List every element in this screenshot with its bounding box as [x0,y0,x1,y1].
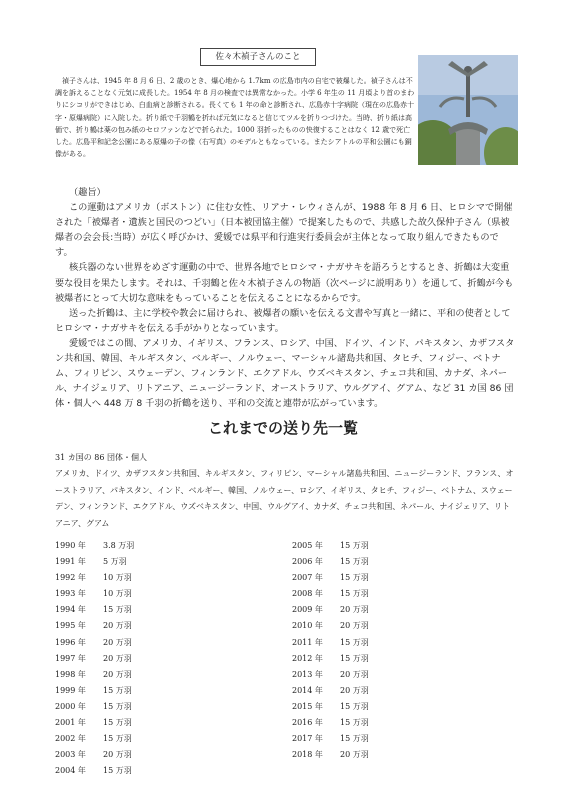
purpose-section [55,185,515,411]
year-row [55,538,134,554]
year-row [292,618,369,634]
crane-count: 15 万羽 [340,653,369,663]
crane-count: 15 万羽 [340,589,369,599]
year-row [55,602,134,618]
year-label: 2017 年 [292,734,323,744]
purpose-paragraph: 愛媛ではこの間、アメリカ、イギリス、フランス、ロシア、中国、ドイツ、インド、パキスタン、カザフスタン共和国、韓国、キルギスタン、ベルギー、ノルウェー、マーシャル諸島共和国、タヒチ、フィジー、ベトナム、フィリピン、スウェーデン、フィンランド、エクアドル、ウズベキスタン、チェコ共和国、カナダ、ネパール、ナイジェリア、リトアニア、ニュージーランド、オーストラリア、ウルグアイ、グアム、など 31 カ国 86 団体・個人へ 448 万 8 千羽の折鶴を送り、平和の交流と連帯が広がっています。 [55,337,515,410]
year-label: 2018 年 [292,750,323,760]
crane-count: 20 万羽 [340,669,369,679]
year-label: 2002 年 [55,734,86,744]
statue-photo [418,55,518,165]
year-label: 2007 年 [292,573,323,583]
page-title: 佐々木禎子さんのこと [200,48,316,66]
year-label: 1993 年 [55,589,86,599]
year-label: 2005 年 [292,541,323,550]
intro-paragraph: 禎子さんは、1945 年 8 月 6 日、2 歳のとき、爆心地から 1.7km の広島市内の自宅で被爆した。禎子さんは不調を訴えることなく元気に成長した。1954 年 8 月の検査では異常なかった。小学 6 年生の 11 月頃より首のまわりにシコリができはじめ、白血病と診断される。長くても 1 年の命と診断され、広島赤十字病院（現在の広島赤十字・原爆病院）に入院した。折り紙で千羽鶴を折れば元気になると信じてツルを折りつづけた。当時、折り紙は高価で、折り鶴は薬の包み紙のセロファンなどで折られた。1000 羽折ったものの快復することはなく 12 歳で死亡した。広島平和記念公園にある原爆の子の像（右写真）のモデルともなっている。またシアトルの平和公園にも銅像がある。 [55,77,415,159]
crane-count: 10 万羽 [103,589,132,599]
crane-count: 20 万羽 [340,621,369,631]
year-row [292,699,369,715]
crane-count: 15 万羽 [340,637,369,647]
year-label: 2016 年 [292,718,323,728]
year-label: 2008 年 [292,589,323,599]
year-label: 2004 年 [55,766,86,776]
year-row [55,699,134,715]
crane-count: 15 万羽 [340,541,369,550]
year-row [292,651,369,667]
year-label: 2011 年 [292,637,323,647]
year-label: 1991 年 [55,557,86,567]
crane-count: 10 万羽 [103,573,132,583]
crane-count: 15 万羽 [340,701,369,711]
year-row [55,683,134,699]
crane-count: 15 万羽 [103,701,132,711]
year-label: 2012 年 [292,653,323,663]
year-row [292,586,369,602]
year-label: 1992 年 [55,573,86,583]
crane-count: 15 万羽 [340,734,369,744]
crane-count: 5 万羽 [103,557,127,567]
year-label: 1994 年 [55,605,86,615]
year-row [55,586,134,602]
crane-count: 15 万羽 [103,734,132,744]
year-label: 2010 年 [292,621,323,631]
yearly-list-left [55,538,134,779]
recipients-summary: 31 カ国の 86 団体・個人 [55,453,147,462]
crane-count: 20 万羽 [103,621,132,631]
crane-count: 15 万羽 [103,766,132,776]
crane-count: 20 万羽 [103,669,132,679]
year-row [55,651,134,667]
year-row [292,538,369,554]
crane-count: 20 万羽 [103,750,132,760]
crane-count: 15 万羽 [340,573,369,583]
crane-count: 20 万羽 [340,605,369,615]
year-row [55,554,134,570]
purpose-paragraph: この運動はアメリカ（ボストン）に住む女性、リアナ・レウィさんが、1988 年 8 月 6 日、ヒロシマで開催された「被爆者・遺族と国民のつどい」（日本被団協主催）で提案したもので、共感した故久保仲子さん（県被爆者の会会長:当時）が広く呼びかけ、愛媛では県平和行進実行委員会が主体となって取り組んできたものです。 [55,202,513,259]
year-row [55,618,134,634]
crane-count: 15 万羽 [103,718,132,728]
crane-count: 3.8 万羽 [103,541,135,550]
year-row [55,667,134,683]
purpose-heading: （趣旨） [69,187,106,198]
year-label: 2014 年 [292,685,323,695]
purpose-paragraph: 送った折鶴は、主に学校や教会に届けられ、被爆者の願いを伝える文書や写真と一緒に、平和の使者としてヒロシマ・ナガサキを伝える手がかりとなっています。 [55,307,511,334]
year-label: 2000 年 [55,701,86,711]
year-label: 1996 年 [55,637,86,647]
purpose-paragraph: 核兵器のない世界をめざす運動の中で、世界各地でヒロシマ・ナガサキを語ろうとするとき、折鶴は大変重要な役目を果たします。それは、千羽鶴と佐々木禎子さんの物語（次ページに説明あり）を通して、折鶴が今も被爆者にとって大切な意味をもっていることを伝えることになるからです。 [55,262,514,304]
year-row [55,763,134,779]
crane-count: 20 万羽 [340,685,369,695]
year-label: 2013 年 [292,669,323,679]
year-label: 2015 年 [292,701,323,711]
crane-count: 20 万羽 [103,653,132,663]
year-row [292,747,369,763]
year-label: 2003 年 [55,750,86,760]
year-label: 1998 年 [55,669,86,679]
year-label: 1997 年 [55,653,86,663]
year-row [292,683,369,699]
year-row [292,667,369,683]
year-label: 2006 年 [292,557,323,567]
crane-count: 15 万羽 [340,557,369,567]
crane-count: 20 万羽 [340,750,369,760]
section-title: これまでの送り先一覧 [207,419,358,437]
year-row [292,554,369,570]
yearly-list-right [292,538,369,763]
year-label: 2001 年 [55,718,86,728]
recipients-list [55,450,515,532]
crane-count: 15 万羽 [103,685,132,695]
year-row [292,570,369,586]
crane-count: 15 万羽 [340,718,369,728]
year-row [55,731,134,747]
crane-count: 15 万羽 [103,605,132,615]
year-row [55,635,134,651]
year-row [55,570,134,586]
year-row [292,731,369,747]
year-row [292,602,369,618]
year-label: 1995 年 [55,621,86,631]
year-label: 2009 年 [292,605,323,615]
year-row [55,747,134,763]
year-row [292,635,369,651]
year-label: 1990 年 [55,541,86,550]
recipients-countries: アメリカ、ドイツ、カザフスタン共和国、キルギスタン、フィリピン、マーシャル諸島共和国、ニュージーランド、フランス、オーストラリア、パキスタン、インド、ベルギー、韓国、ノルウェー、ロシア、イギリス、タヒチ、フィジー、ベトナム、スウェーデン、フィンランド、エクアドル、ウズベキスタン、中国、ウルグアイ、カナダ、チェコ共和国、ネパール、ナイジェリア、リトアニア、グアム [55,469,514,528]
year-label: 1999 年 [55,685,86,695]
crane-count: 20 万羽 [103,637,132,647]
intro-text [55,75,415,160]
year-row [55,715,134,731]
year-row [292,715,369,731]
